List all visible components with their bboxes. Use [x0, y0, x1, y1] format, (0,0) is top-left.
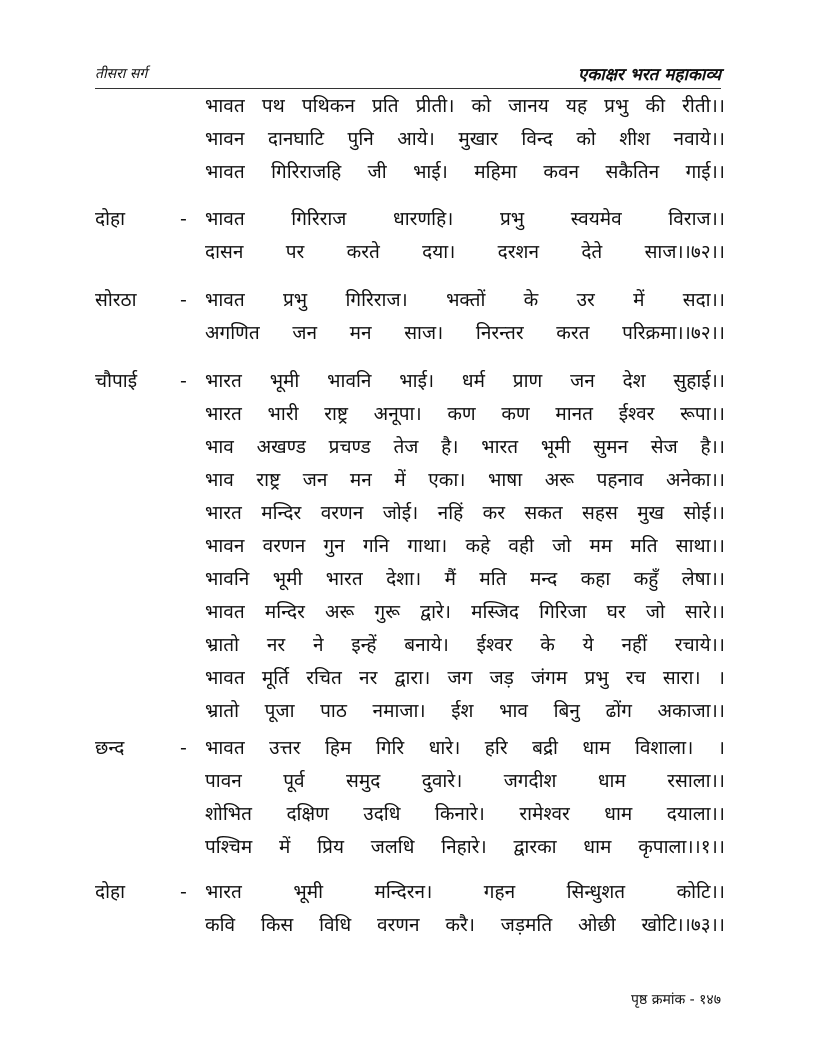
verse-line: पश्चिम में प्रिय जलधि निहारे। द्वारका धाम कृपाला।।१।।	[205, 836, 725, 858]
verse-line: पावन पूर्व समुद दुवारे। जगदीश धाम रसाला।।	[205, 770, 725, 792]
verse-line: भावत प्रभु गिरिराज। भक्तों के उर में सदा।।	[205, 289, 725, 311]
chapter-title: तीसरा सर्ग	[95, 66, 148, 82]
verse-line: भावत पथ पथिकन प्रति प्रीती। को जानय यह प्रभु की रीती।।	[205, 95, 725, 117]
verse-line: भ्रातो नर ने इन्हें बनाये। ईश्वर के ये नहीं रचाये।।	[205, 634, 725, 656]
verse-line: भावन दानघाटि पुनि आये। मुखार विन्द को शीश नवाये।।	[205, 128, 725, 150]
verse-line: भ्रातो पूजा पाठ नमाजा। ईश भाव बिनु ढोंग अकाजा।।	[205, 700, 725, 722]
verse-label: छन्द	[95, 737, 125, 759]
verse-line: भाव अखण्ड प्रचण्ड तेज है। भारत भूमी सुमन सेज है।।	[205, 436, 725, 458]
verse-label: चौपाई	[95, 370, 138, 392]
book-title: एकाक्षर भरत महाकाव्य	[577, 65, 721, 85]
verse-label: दोहा	[95, 881, 126, 903]
verse-dash: -	[180, 370, 187, 392]
verse-label: दोहा	[95, 208, 126, 230]
verse-line: कवि किस विधि वरणन करै। जड़मति ओछी खोटि।।७३।।	[205, 914, 725, 936]
verse-block	[95, 365, 725, 728]
page-number: पृष्ठ क्रमांक - १४७	[631, 992, 721, 1008]
verse-line: भाव राष्ट्र जन मन में एका। भाषा अरू पहनाव अनेका।।	[205, 469, 725, 491]
verse-line: भावन वरणन गुन गनि गाथा। कहे वही जो मम मति साथा।।	[205, 535, 725, 557]
verse-line: अगणित जन मन साज। निरन्तर करत परिक्रमा।।७२।।	[205, 322, 725, 344]
verse-label: सोरठा	[95, 289, 137, 311]
verse-line: भावत गिरिराजहि जी भाई। महिमा कवन सकैतिन गाई।।	[205, 161, 725, 183]
verse-dash: -	[180, 289, 187, 311]
verse-block	[95, 90, 725, 189]
verse-line: शोभित दक्षिण उदधि किनारे। रामेश्वर धाम दयाला।।	[205, 803, 725, 825]
verse-line: भावत मूर्ति रचित नर द्वारा। जग जड़ जंगम प्रभु रच सारा। ।	[205, 667, 725, 689]
verse-line: भारत भारी राष्ट्र अनूपा। कण कण मानत ईश्वर रूपा।।	[205, 403, 725, 425]
verse-block	[95, 203, 725, 269]
verse-line: भावत उत्तर हिम गिरि धारे। हरि बद्री धाम विशाला। ।	[205, 737, 725, 759]
verse-line: भावत गिरिराज धारणहि। प्रभु स्वयमेव विराज।।	[205, 208, 725, 230]
verse-line: भावनि भूमी भारत देशा। मैं मति मन्द कहा कहुँ लेषा।।	[205, 568, 725, 590]
verse-dash: -	[180, 881, 187, 903]
verse-line: भारत मन्दिर वरणन जोई। नहिं कर सकत सहस मुख सोई।।	[205, 502, 725, 524]
verse-dash: -	[180, 208, 187, 230]
verse-line: दासन पर करते दया। दरशन देते साज।।७२।।	[205, 241, 725, 263]
verse-line: भारत भूमी भावनि भाई। धर्म प्राण जन देश सुहाई।।	[205, 370, 725, 392]
verse-line: भारत भूमी मन्दिरन। गहन सिन्धुशत कोटि।।	[205, 881, 725, 903]
verse-line: भावत मन्दिर अरू गुरू द्वारे। मस्जिद गिरिजा घर जो सारे।।	[205, 601, 725, 623]
header-divider	[95, 88, 721, 89]
verse-dash: -	[180, 737, 187, 759]
verse-block	[95, 876, 725, 942]
verse-block	[95, 732, 725, 864]
verse-block	[95, 284, 725, 350]
